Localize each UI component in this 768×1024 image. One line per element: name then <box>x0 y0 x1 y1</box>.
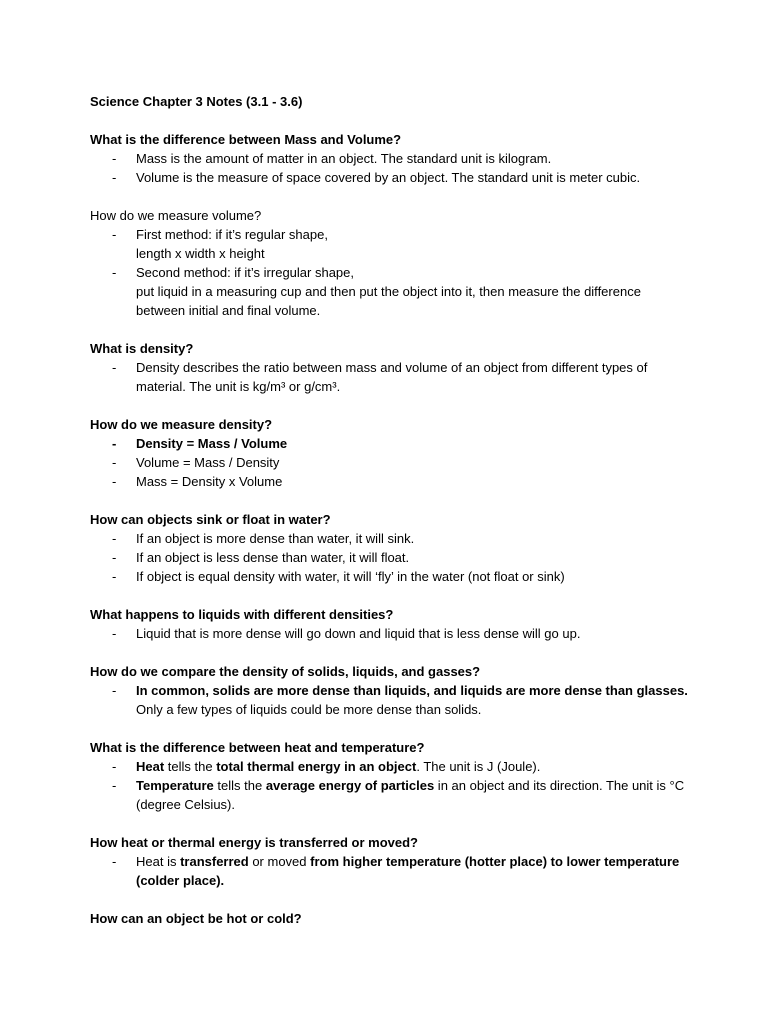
bullet-list <box>90 529 690 586</box>
dash-bullet-icon: - <box>112 531 117 546</box>
dash-bullet-icon: - <box>112 569 117 584</box>
list-item <box>90 358 690 396</box>
item-text: If object is equal density with water, it will ‘fly’ in the water (not float or sink) <box>136 569 565 584</box>
bold-text: average energy of particles <box>265 778 435 793</box>
list-item <box>90 434 690 453</box>
dash-bullet-icon: - <box>112 550 117 565</box>
item-continuation: length x width x height <box>136 246 265 261</box>
dash-bullet-icon: - <box>112 683 117 698</box>
notes-sections <box>90 130 690 928</box>
list-item <box>90 852 690 890</box>
item-text: If an object is less dense than water, it will float. <box>136 550 410 565</box>
bold-text: Temperature <box>136 778 214 793</box>
notes-section <box>90 510 690 586</box>
section-heading: How can an object be hot or cold? <box>90 911 302 926</box>
bullet-list <box>90 624 690 643</box>
notes-section <box>90 415 690 491</box>
dash-bullet-icon: - <box>112 455 117 470</box>
bold-text: transferred <box>180 854 249 869</box>
item-continuation: put liquid in a measuring cup and then put the object into it, then measure the difference between initial and final volume. <box>136 284 641 318</box>
item-text: If an object is more dense than water, it will sink. <box>136 531 415 546</box>
bullet-list <box>90 681 690 719</box>
dash-bullet-icon: - <box>112 626 117 641</box>
list-item <box>90 776 690 814</box>
list-item <box>90 472 690 491</box>
bullet-list <box>90 149 690 187</box>
item-text: Only a few types of liquids could be more dense than solids. <box>136 702 482 717</box>
dash-bullet-icon: - <box>112 151 117 166</box>
notes-section <box>90 662 690 719</box>
section-heading: How do we measure density? <box>90 417 273 432</box>
notes-section <box>90 130 690 187</box>
dash-bullet-icon: - <box>112 778 117 793</box>
section-heading: How do we compare the density of solids, liquids, and gasses? <box>90 664 481 679</box>
list-item <box>90 624 690 643</box>
bullet-list <box>90 757 690 814</box>
section-heading: What is the difference between Mass and Volume? <box>90 132 402 147</box>
list-item <box>90 225 690 263</box>
bullet-list <box>90 434 690 491</box>
notes-section <box>90 833 690 890</box>
bullet-list <box>90 225 690 320</box>
item-text: Second method: if it’s irregular shape, <box>136 265 354 280</box>
notes-section <box>90 909 690 928</box>
dash-bullet-icon: - <box>112 436 117 451</box>
document-content <box>90 92 690 947</box>
item-text: First method: if it’s regular shape, <box>136 227 328 242</box>
section-heading: What happens to liquids with different densities? <box>90 607 394 622</box>
section-heading: How can objects sink or float in water? <box>90 512 331 527</box>
list-item <box>90 529 690 548</box>
notes-section <box>90 339 690 396</box>
list-item <box>90 681 690 719</box>
item-text: tells the <box>164 759 217 774</box>
item-text: . The unit is J (Joule). <box>416 759 541 774</box>
dash-bullet-icon: - <box>112 474 117 489</box>
item-text: Mass is the amount of matter in an object. The standard unit is kilogram. <box>136 151 552 166</box>
item-text: tells the <box>213 778 266 793</box>
section-heading: What is the difference between heat and temperature? <box>90 740 425 755</box>
bold-text: total thermal energy in an object <box>216 759 417 774</box>
item-text: Liquid that is more dense will go down and liquid that is less dense will go up. <box>136 626 581 641</box>
bold-text: Heat <box>136 759 165 774</box>
item-text: Heat is <box>136 854 181 869</box>
dash-bullet-icon: - <box>112 265 117 280</box>
item-text: or moved <box>248 854 311 869</box>
dash-bullet-icon: - <box>112 227 117 242</box>
bold-text: from higher temperature (hotter place) to lower temperature (colder place). <box>136 854 680 888</box>
bullet-list <box>90 358 690 396</box>
list-item <box>90 168 690 187</box>
bold-text: Density = Mass / Volume <box>136 436 288 451</box>
dash-bullet-icon: - <box>112 854 117 869</box>
item-text: Volume is the measure of space covered by an object. The standard unit is meter cubic. <box>136 170 641 185</box>
list-item <box>90 263 690 320</box>
dash-bullet-icon: - <box>112 170 117 185</box>
list-item <box>90 149 690 168</box>
item-text: Density describes the ratio between mass and volume of an object from different types of material. The unit is kg/m³ or g/cm³. <box>136 360 648 394</box>
notes-section <box>90 206 690 320</box>
item-text: Volume = Mass / Density <box>136 455 280 470</box>
item-text: in an object and its direction. The unit is °C (degree Celsius). <box>136 778 685 812</box>
bullet-list <box>90 852 690 890</box>
notes-section <box>90 605 690 643</box>
list-item <box>90 757 690 776</box>
notes-section <box>90 738 690 814</box>
document-title: Science Chapter 3 Notes (3.1 - 3.6) <box>90 94 303 109</box>
bold-text: In common, solids are more dense than liquids, and liquids are more dense than glasses. <box>136 683 688 698</box>
dash-bullet-icon: - <box>112 759 117 774</box>
list-item <box>90 567 690 586</box>
section-heading: How heat or thermal energy is transferred or moved? <box>90 835 418 850</box>
list-item <box>90 453 690 472</box>
item-text: Mass = Density x Volume <box>136 474 283 489</box>
section-heading: How do we measure volume? <box>90 208 262 223</box>
dash-bullet-icon: - <box>112 360 117 375</box>
list-item <box>90 548 690 567</box>
section-heading: What is density? <box>90 341 194 356</box>
